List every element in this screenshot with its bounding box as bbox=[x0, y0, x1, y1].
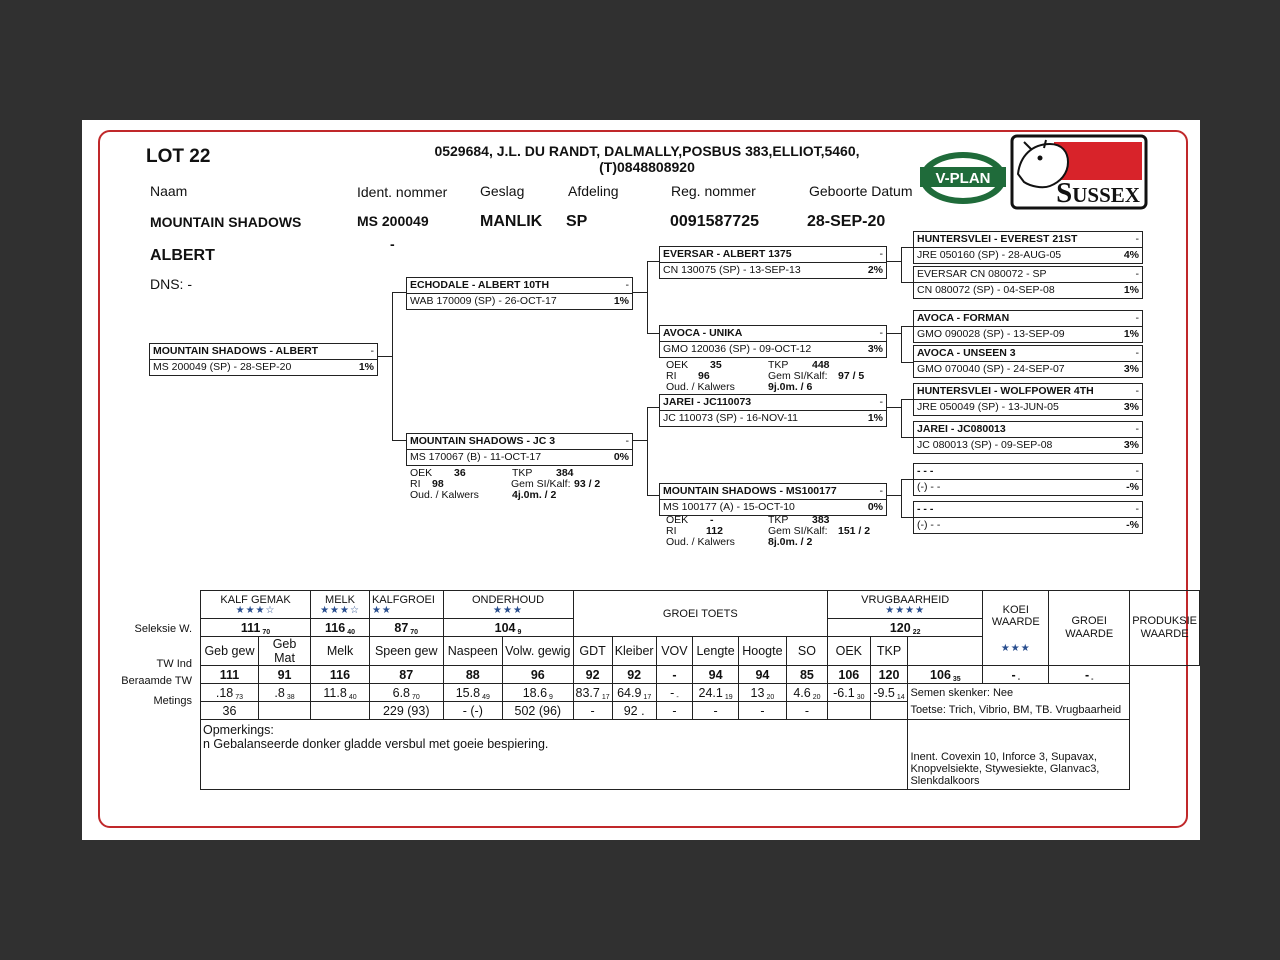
pedigree-name: - - - bbox=[917, 503, 934, 515]
perf-value: 9j.0m. / 6 bbox=[768, 381, 813, 393]
metings-row bbox=[201, 702, 1200, 720]
pedigree-dam[interactable] bbox=[406, 433, 633, 466]
pedigree-flag: - bbox=[370, 345, 374, 357]
pedigree-name: HUNTERSVLEI - EVEREST 21ST bbox=[917, 233, 1078, 245]
connector bbox=[887, 407, 901, 408]
connector bbox=[901, 326, 902, 362]
column-header: Geb gew bbox=[201, 637, 259, 666]
semen-cell bbox=[908, 684, 1130, 702]
pedigree-gg-8[interactable] bbox=[913, 501, 1143, 534]
label-reg: Reg. nommer bbox=[671, 183, 756, 199]
pedigree-flag: - bbox=[1135, 233, 1139, 245]
column-header: Melk bbox=[311, 637, 370, 666]
group-kalfgroei: KALFGROEI ★★ bbox=[369, 591, 443, 619]
column-header: TKP bbox=[870, 637, 908, 666]
beraamde-value bbox=[656, 684, 693, 702]
pedigree-pct: 3% bbox=[1123, 439, 1139, 451]
beraamde-number: -6.1 bbox=[833, 685, 855, 700]
tw-value: 94 bbox=[693, 666, 739, 684]
tw-value: 94 bbox=[739, 666, 787, 684]
pedigree-name: MOUNTAIN SHADOWS - JC 3 bbox=[410, 435, 556, 447]
beraamde-acc: 20 bbox=[812, 693, 821, 701]
pedigree-gg-7[interactable] bbox=[913, 463, 1143, 496]
pedigree-sheet bbox=[82, 120, 1200, 840]
beraamde-number: 18.6 bbox=[522, 685, 548, 700]
beraamde-value bbox=[786, 684, 827, 702]
group-koei-waarde: KOEI WAARDE ★★★ bbox=[983, 591, 1049, 666]
column-header: SO bbox=[786, 637, 827, 666]
perf-label: RI bbox=[410, 478, 421, 490]
perf-value: 36 bbox=[454, 467, 466, 479]
column-header: Geb Mat bbox=[258, 637, 310, 666]
beraamde-number: .8 bbox=[274, 685, 285, 700]
seleksie-kalf-gemak: 111 70 bbox=[201, 619, 311, 637]
label-afdeling: Afdeling bbox=[568, 183, 619, 199]
stars-icon: ★★★☆ bbox=[235, 605, 276, 616]
toetse-cell bbox=[908, 702, 1130, 720]
animal-reg: 0091587725 bbox=[670, 213, 759, 230]
perf-label: TKP bbox=[512, 467, 533, 479]
pedigree-pct: 4% bbox=[1123, 249, 1139, 261]
pedigree-name: JAREI - JC110073 bbox=[663, 396, 752, 408]
pedigree-pct: 3% bbox=[1123, 363, 1139, 375]
perf-value: 96 bbox=[698, 370, 710, 382]
inent-cell bbox=[908, 720, 1130, 790]
group-kalf-gemak: KALF GEMAK ★★★☆ bbox=[201, 591, 311, 619]
beraamde-number: 15.8 bbox=[455, 685, 481, 700]
pedigree-detail: MS 100177 (A) - 15-OCT-10 bbox=[663, 501, 795, 513]
beraamde-acc: 9 bbox=[549, 693, 553, 701]
pedigree-pct: -% bbox=[1126, 519, 1139, 531]
beraamde-number: .18 bbox=[215, 685, 234, 700]
column-header: GDT bbox=[573, 637, 612, 666]
beraamde-value bbox=[828, 684, 871, 702]
metings-value bbox=[828, 702, 871, 720]
pedigree-gg-6[interactable] bbox=[913, 421, 1143, 454]
perf-value: 93 / 2 bbox=[574, 478, 601, 490]
group-groei-waarde: GROEI WAARDE bbox=[1049, 591, 1130, 666]
pedigree-flag: - bbox=[1135, 385, 1139, 397]
beraamde-acc: 17 bbox=[643, 693, 652, 701]
beraamde-number: 11.8 bbox=[323, 685, 347, 700]
animal-ident-2: - bbox=[390, 236, 395, 252]
dns-label: DNS: - bbox=[150, 276, 192, 292]
beraamde-acc: 40 bbox=[348, 693, 357, 701]
beraamde-acc: 14 bbox=[896, 693, 905, 701]
beraamde-number: 64.9 bbox=[617, 685, 642, 700]
perf-label: TKP bbox=[768, 359, 789, 371]
metings-value: - bbox=[739, 702, 787, 720]
pedigree-detail: CN 130075 (SP) - 13-SEP-13 bbox=[663, 264, 801, 276]
connector bbox=[647, 407, 648, 495]
connector bbox=[901, 437, 913, 438]
beraamde-acc: 20 bbox=[766, 693, 775, 701]
seleksie-melk: 116 40 bbox=[311, 619, 370, 637]
owner-info bbox=[382, 143, 912, 175]
beraamde-number: 6.8 bbox=[392, 685, 411, 700]
pedigree-pct: 1% bbox=[867, 412, 883, 424]
pedigree-gg-4[interactable] bbox=[913, 345, 1143, 378]
connector bbox=[647, 333, 659, 334]
connector bbox=[887, 333, 901, 334]
beraamde-acc: 73 bbox=[235, 693, 244, 701]
stars-icon: ★★★ bbox=[493, 605, 523, 616]
beraamde-value bbox=[201, 684, 259, 702]
pedigree-pct: 3% bbox=[867, 343, 883, 355]
pedigree-flag: - bbox=[1135, 312, 1139, 324]
lot-number: LOT 22 bbox=[146, 146, 211, 167]
label-naam: Naam bbox=[150, 183, 188, 199]
toetse-text: Toetse: Trich, Vibrio, BM, TB. Vrugbaarheid bbox=[910, 704, 1122, 717]
pedigree-detail: JC 110073 (SP) - 16-NOV-11 bbox=[663, 412, 799, 424]
connector bbox=[901, 479, 913, 480]
column-header: Lengte bbox=[693, 637, 739, 666]
beraamde-acc: 38 bbox=[286, 693, 295, 701]
metings-value bbox=[870, 702, 908, 720]
connector bbox=[887, 495, 901, 496]
seleksie-kalfgroei: 87 70 bbox=[369, 619, 443, 637]
tw-value: 92 bbox=[573, 666, 612, 684]
v-plan-logo bbox=[918, 150, 1008, 206]
tw-value: 120 bbox=[870, 666, 908, 684]
connector bbox=[392, 292, 393, 440]
connector bbox=[647, 261, 648, 333]
row-label-metings: Metings bbox=[153, 695, 192, 707]
tw-value: - bbox=[656, 666, 693, 684]
pedigree-name: - - - bbox=[917, 465, 934, 477]
perf-label: Gem SI/Kalf: bbox=[768, 525, 828, 537]
metings-value: 92 . bbox=[612, 702, 656, 720]
pedigree-sire[interactable] bbox=[406, 277, 633, 310]
row-label-beraamde: Beraamde TW bbox=[121, 675, 192, 687]
connector bbox=[378, 356, 392, 357]
metings-value bbox=[258, 702, 310, 720]
metings-value: - bbox=[656, 702, 693, 720]
beraamde-acc: 17 bbox=[601, 693, 610, 701]
connector bbox=[392, 292, 406, 293]
perf-label: Oud. / Kalwers bbox=[666, 381, 735, 393]
pedigree-flag: - bbox=[879, 485, 883, 497]
metings-value: 36 bbox=[201, 702, 259, 720]
beraamde-value bbox=[739, 684, 787, 702]
metings-value: - bbox=[693, 702, 739, 720]
perf-value: 384 bbox=[556, 467, 574, 479]
pedigree-flag: - bbox=[625, 435, 629, 447]
tw-groei-acc: - bbox=[1017, 675, 1021, 683]
perf-label: Oud. / Kalwers bbox=[410, 489, 479, 501]
group-melk: MELK ★★★☆ bbox=[311, 591, 370, 619]
beraamde-number: 13 bbox=[750, 685, 765, 700]
beraamde-number: 24.1 bbox=[698, 685, 723, 700]
metings-value bbox=[311, 702, 370, 720]
stars-icon: ★★★ bbox=[1000, 642, 1031, 654]
connector bbox=[647, 261, 659, 262]
perf-value: 151 / 2 bbox=[838, 525, 871, 537]
perf-value: 35 bbox=[710, 359, 722, 371]
pedigree-pct: 1% bbox=[1123, 328, 1139, 340]
stars-icon: ★★ bbox=[371, 605, 392, 616]
beraamde-value bbox=[870, 684, 908, 702]
beraamde-number: 83.7 bbox=[575, 685, 600, 700]
perf-label: Oud. / Kalwers bbox=[666, 536, 735, 548]
tw-groei bbox=[983, 666, 1049, 684]
connector bbox=[647, 495, 659, 496]
column-header: Volw. gewig bbox=[503, 637, 573, 666]
sussex-logo bbox=[1010, 134, 1148, 210]
perf-value: 4j.0m. / 2 bbox=[512, 489, 557, 501]
pedigree-name: MOUNTAIN SHADOWS - ALBERT bbox=[153, 345, 319, 357]
metings-value: - bbox=[573, 702, 612, 720]
pedigree-detail: JC 080013 (SP) - 09-SEP-08 bbox=[917, 439, 1053, 451]
connector bbox=[887, 261, 901, 262]
tw-produksie-value: - bbox=[1084, 667, 1090, 682]
connector bbox=[633, 292, 647, 293]
tw-koei bbox=[908, 666, 983, 684]
column-header: Kleiber bbox=[612, 637, 656, 666]
perf-label: Gem SI/Kalf: bbox=[768, 370, 828, 382]
pedigree-subject[interactable] bbox=[149, 343, 378, 376]
pedigree-pct: 3% bbox=[1123, 401, 1139, 413]
pedigree-gg-1[interactable] bbox=[913, 231, 1143, 264]
perf-value: 8j.0m. / 2 bbox=[768, 536, 813, 548]
connector bbox=[901, 326, 913, 327]
beraamde-value bbox=[311, 684, 370, 702]
beraamde-value bbox=[258, 684, 310, 702]
beraamde-row bbox=[201, 684, 1200, 702]
pedigree-pct: 0% bbox=[867, 501, 883, 513]
pedigree-flag: - bbox=[879, 248, 883, 260]
pedigree-pct: 0% bbox=[613, 451, 629, 463]
connector bbox=[647, 407, 659, 408]
group-produksie-waarde: PRODUKSIE WAARDE bbox=[1130, 591, 1200, 666]
pedigree-detail: JRE 050049 (SP) - 13-JUN-05 bbox=[917, 401, 1059, 413]
tw-value: 91 bbox=[258, 666, 310, 684]
tw-produksie-acc: - bbox=[1091, 675, 1094, 683]
beraamde-value bbox=[693, 684, 739, 702]
pedigree-pct: 1% bbox=[358, 361, 374, 373]
connector bbox=[901, 479, 902, 517]
opmerkings-label: Opmerkings: bbox=[203, 723, 274, 737]
pedigree-name: MOUNTAIN SHADOWS - MS100177 bbox=[663, 485, 837, 497]
tw-value: 87 bbox=[369, 666, 443, 684]
pedigree-flag: - bbox=[879, 396, 883, 408]
beraamde-value bbox=[369, 684, 443, 702]
pedigree-dam-sire[interactable] bbox=[659, 394, 887, 427]
animal-name-2: ALBERT bbox=[150, 247, 215, 264]
metings-value: - bbox=[786, 702, 827, 720]
pedigree-flag: - bbox=[879, 327, 883, 339]
tw-value: 116 bbox=[311, 666, 370, 684]
beraamde-value bbox=[503, 684, 573, 702]
pedigree-gg-3[interactable] bbox=[913, 310, 1143, 343]
perf-label: OEK bbox=[666, 514, 689, 526]
connector bbox=[901, 399, 902, 437]
animal-ident: MS 200049 bbox=[357, 213, 429, 229]
perf-value: 97 / 5 bbox=[838, 370, 865, 382]
stars-icon: ★★★☆ bbox=[320, 605, 360, 616]
pedigree-detail: (-) - - bbox=[917, 519, 941, 531]
seleksie-vrugbaarheid: 120 22 bbox=[828, 619, 983, 637]
column-header: VOV bbox=[656, 637, 693, 666]
connector bbox=[901, 362, 913, 363]
animal-name-1: MOUNTAIN SHADOWS bbox=[150, 214, 302, 230]
pedigree-name: AVOCA - FORMAN bbox=[917, 312, 1010, 324]
pedigree-name: JAREI - JC080013 bbox=[917, 423, 1006, 435]
connector bbox=[901, 282, 913, 283]
beraamde-value bbox=[443, 684, 503, 702]
pedigree-flag: - bbox=[1135, 465, 1139, 477]
column-header: Naspeen bbox=[443, 637, 503, 666]
metings-value: 229 (93) bbox=[369, 702, 443, 720]
opmerkings-cell bbox=[201, 720, 908, 790]
metings-value: 502 (96) bbox=[503, 702, 573, 720]
pedigree-flag: - bbox=[1135, 423, 1139, 435]
pedigree-flag: - bbox=[625, 279, 629, 291]
connector bbox=[901, 247, 913, 248]
pedigree-gg-2[interactable] bbox=[913, 266, 1143, 299]
pedigree-sire-dam[interactable] bbox=[659, 325, 887, 358]
tw-value: 92 bbox=[612, 666, 656, 684]
perf-label: TKP bbox=[768, 514, 789, 526]
perf-label: OEK bbox=[410, 467, 433, 479]
v-plan-text: V-PLAN bbox=[935, 170, 991, 187]
pedigree-detail: (-) - - bbox=[917, 481, 941, 493]
animal-dob: 28-SEP-20 bbox=[807, 213, 886, 230]
pedigree-detail: GMO 090028 (SP) - 13-SEP-09 bbox=[917, 328, 1065, 340]
pedigree-pct: 2% bbox=[867, 264, 883, 276]
pedigree-dam-dam[interactable] bbox=[659, 483, 887, 516]
beraamde-acc: 49 bbox=[482, 693, 490, 701]
owner-line-2: (T)0848808920 bbox=[599, 159, 695, 175]
beraamde-number: -9.5 bbox=[873, 685, 895, 700]
semen-text: Semen skenker: Nee bbox=[910, 686, 1014, 699]
pedigree-flag: - bbox=[1135, 503, 1139, 515]
perf-value: 112 bbox=[706, 525, 723, 537]
pedigree-detail: GMO 070040 (SP) - 24-SEP-07 bbox=[917, 363, 1065, 375]
beraamde-value bbox=[573, 684, 612, 702]
pedigree-name: ECHODALE - ALBERT 10TH bbox=[410, 279, 550, 291]
connector bbox=[901, 247, 902, 282]
sussex-text-rest: USSEX bbox=[1072, 183, 1140, 207]
tw-row bbox=[201, 666, 1200, 684]
animal-section: SP bbox=[566, 213, 588, 230]
tw-produksie bbox=[1049, 666, 1130, 684]
row-label-seleksie: Seleksie W. bbox=[134, 623, 192, 635]
beraamde-number: - bbox=[670, 685, 675, 700]
pedigree-sire-sire[interactable] bbox=[659, 246, 887, 279]
beraamde-value bbox=[612, 684, 656, 702]
tw-value: 88 bbox=[443, 666, 503, 684]
pedigree-pct: -% bbox=[1126, 481, 1139, 493]
beraamde-acc: - bbox=[676, 693, 679, 701]
pedigree-name: AVOCA - UNSEEN 3 bbox=[917, 347, 1016, 359]
perf-value: 383 bbox=[812, 514, 830, 526]
opmerkings-text: n Gebalanseerde donker gladde versbul met goeie bespiering. bbox=[203, 737, 549, 751]
pedigree-detail: WAB 170009 (SP) - 26-OCT-17 bbox=[410, 295, 557, 307]
label-ident: Ident. nommer bbox=[357, 184, 448, 200]
label-geslag: Geslag bbox=[480, 183, 525, 199]
pedigree-name: HUNTERSVLEI - WOLFPOWER 4TH bbox=[917, 385, 1094, 397]
inent-text: Inent. Covexin 10, Inforce 3, Supavax, Knopvelsiekte, Stywesiekte, Glanvac3, Slenkdalkoors bbox=[910, 751, 1100, 787]
breeding-values-table bbox=[200, 590, 1200, 790]
column-header: OEK bbox=[828, 637, 871, 666]
pedigree-detail: JRE 050160 (SP) - 28-AUG-05 bbox=[917, 249, 1062, 261]
tw-koei-value: 106 bbox=[930, 667, 951, 682]
animal-sex: MANLIK bbox=[480, 213, 543, 230]
connector bbox=[901, 399, 913, 400]
perf-label: Gem SI/Kalf: bbox=[511, 478, 571, 490]
pedigree-detail: GMO 120036 (SP) - 09-OCT-12 bbox=[663, 343, 812, 355]
tw-value: 106 bbox=[828, 666, 871, 684]
tw-value: 96 bbox=[503, 666, 573, 684]
pedigree-flag: - bbox=[1135, 347, 1139, 359]
label-geboorte: Geboorte Datum bbox=[809, 183, 913, 199]
pedigree-name: AVOCA - UNIKA bbox=[663, 327, 743, 339]
beraamde-acc: 19 bbox=[724, 693, 733, 701]
sussex-text-mark: S bbox=[1056, 177, 1073, 209]
seleksie-onderhoud: 104 9 bbox=[443, 619, 573, 637]
tw-value: 85 bbox=[786, 666, 827, 684]
pedigree-pct: 1% bbox=[1123, 284, 1139, 296]
stars-icon: ★★★★ bbox=[885, 605, 926, 616]
owner-line-1: 0529684, J.L. DU RANDT, DALMALLY,POSBUS 383,ELLIOT,5460, bbox=[434, 143, 860, 159]
perf-value: - bbox=[710, 514, 714, 526]
perf-label: RI bbox=[666, 370, 677, 382]
connector bbox=[392, 440, 406, 441]
tw-koei-acc: 35 bbox=[952, 675, 961, 683]
row-label-tw: TW Ind bbox=[156, 658, 192, 670]
group-groei-toets: GROEI TOETS bbox=[573, 591, 828, 637]
perf-value: 98 bbox=[432, 478, 444, 490]
tw-value: 111 bbox=[201, 666, 259, 684]
tw-groei-value: - bbox=[1011, 667, 1016, 682]
perf-label: OEK bbox=[666, 359, 689, 371]
column-header: Hoogte bbox=[739, 637, 787, 666]
connector bbox=[633, 440, 647, 441]
pedigree-detail: MS 170067 (B) - 11-OCT-17 bbox=[410, 451, 542, 463]
beraamde-acc: 30 bbox=[856, 693, 865, 701]
beraamde-number: 4.6 bbox=[793, 685, 811, 700]
metings-value: - (-) bbox=[443, 702, 503, 720]
group-vrugbaarheid: VRUGBAARHEID ★★★★ bbox=[828, 591, 983, 619]
group-onderhoud: ONDERHOUD ★★★ bbox=[443, 591, 573, 619]
perf-value: 448 bbox=[812, 359, 830, 371]
pedigree-pct: 1% bbox=[613, 295, 629, 307]
beraamde-acc: 70 bbox=[412, 693, 420, 701]
column-header: Speen gew bbox=[369, 637, 443, 666]
pedigree-flag: - bbox=[1135, 268, 1139, 280]
perf-label: RI bbox=[666, 525, 677, 537]
connector bbox=[901, 517, 913, 518]
pedigree-detail: MS 200049 (SP) - 28-SEP-20 bbox=[153, 361, 292, 373]
pedigree-name: EVERSAR CN 080072 - SP bbox=[917, 268, 1047, 280]
pedigree-gg-5[interactable] bbox=[913, 383, 1143, 416]
pedigree-name: EVERSAR - ALBERT 1375 bbox=[663, 248, 792, 260]
pedigree-detail: CN 080072 (SP) - 04-SEP-08 bbox=[917, 284, 1055, 296]
